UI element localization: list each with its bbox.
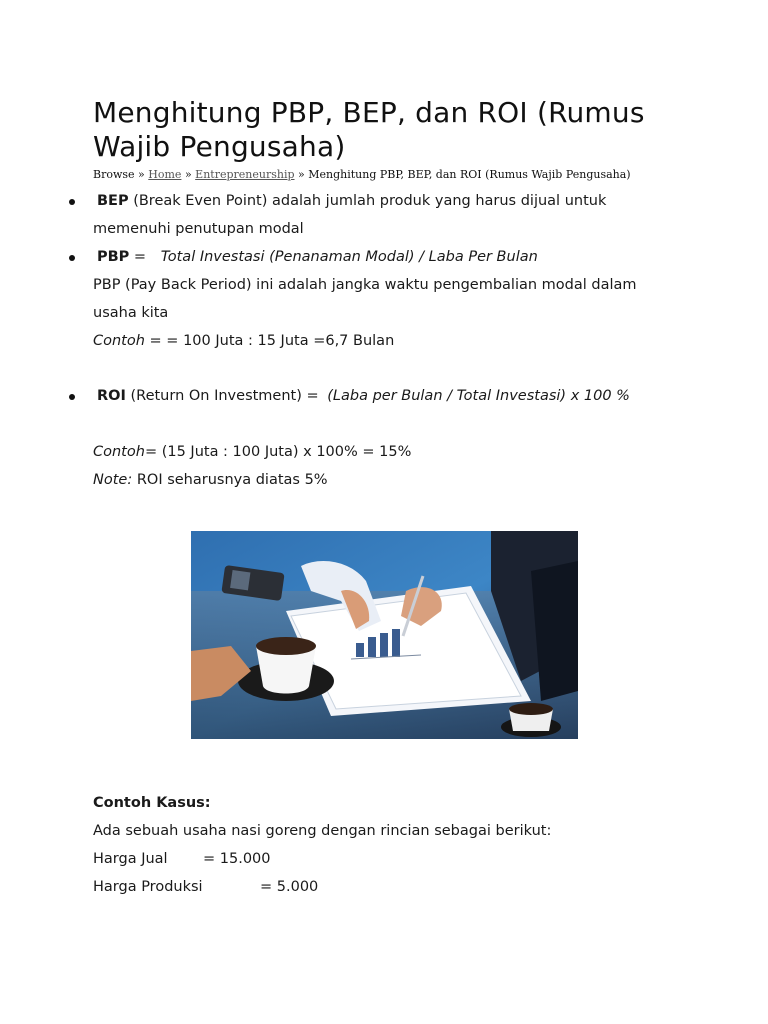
breadcrumb-home-link[interactable]: Home [148, 168, 182, 181]
case-row-label: Harga Produksi [93, 879, 203, 895]
roi-example-value: = (15 Juta : 100 Juta) x 100% = 15% [144, 444, 412, 460]
pbp-formula: Total Investasi (Penanaman Modal) / Laba Per Bulan [160, 249, 538, 265]
case-heading: Contoh Kasus: [93, 795, 211, 811]
case-row-label: Harga Jual [93, 851, 168, 867]
breadcrumb-prefix: Browse [93, 168, 135, 181]
breadcrumb-separator: » [138, 168, 145, 181]
bep-text: (Break Even Point) adalah jumlah produk yang harus dijual untuk [133, 193, 607, 209]
bep-term: BEP [97, 193, 129, 209]
roi-bullet [93, 382, 693, 410]
breadcrumb-separator: » [184, 168, 192, 181]
roi-example [93, 438, 693, 466]
pbp-term: PBP [97, 249, 130, 265]
bep-text-continued: memenuhi penutupan modal [93, 221, 304, 237]
pbp-equals: = [133, 249, 147, 265]
bep-bullet [93, 187, 693, 215]
bullet-dot-icon [69, 255, 75, 261]
breadcrumb [93, 168, 693, 181]
bullet-dot-icon [69, 394, 75, 400]
breadcrumb-category-link[interactable]: Entrepreneurship [195, 168, 295, 181]
case-row-harga-jual [93, 845, 693, 873]
roi-note-value: ROI seharusnya diatas 5% [136, 472, 328, 488]
business-meeting-photo [191, 531, 578, 739]
roi-note [93, 466, 693, 494]
bullet-dot-icon [69, 199, 75, 205]
breadcrumb-separator: » [298, 168, 305, 181]
pbp-example-value: = = 100 Juta : 15 Juta =6,7 Bulan [149, 333, 395, 349]
case-row-value: = 5.000 [260, 879, 319, 895]
case-row-harga-produksi [93, 873, 693, 901]
article [93, 96, 693, 901]
pbp-bullet [93, 243, 693, 271]
pbp-example [93, 327, 693, 355]
roi-note-label: Note: [93, 472, 133, 488]
roi-text: (Return On Investment) = [130, 388, 319, 404]
breadcrumb-current: Menghitung PBP, BEP, dan ROI (Rumus Wajib Pengusaha) [308, 168, 631, 181]
case-intro: Ada sebuah usaha nasi goreng dengan rincian sebagai berikut: [93, 823, 552, 839]
pbp-example-label: Contoh [93, 333, 145, 349]
roi-example-label: Contoh [93, 444, 145, 460]
roi-term: ROI [97, 388, 126, 404]
case-row-value: = 15.000 [203, 851, 271, 867]
roi-formula: (Laba per Bulan / Total Investasi) x 100 % [327, 388, 630, 404]
pbp-description-continued: usaha kita [93, 305, 169, 321]
page-title: Menghitung PBP, BEP, dan ROI (Rumus Wajib Pengusaha) [93, 96, 645, 163]
pbp-description: PBP (Pay Back Period) ini adalah jangka waktu pengembalian modal dalam [93, 277, 637, 293]
